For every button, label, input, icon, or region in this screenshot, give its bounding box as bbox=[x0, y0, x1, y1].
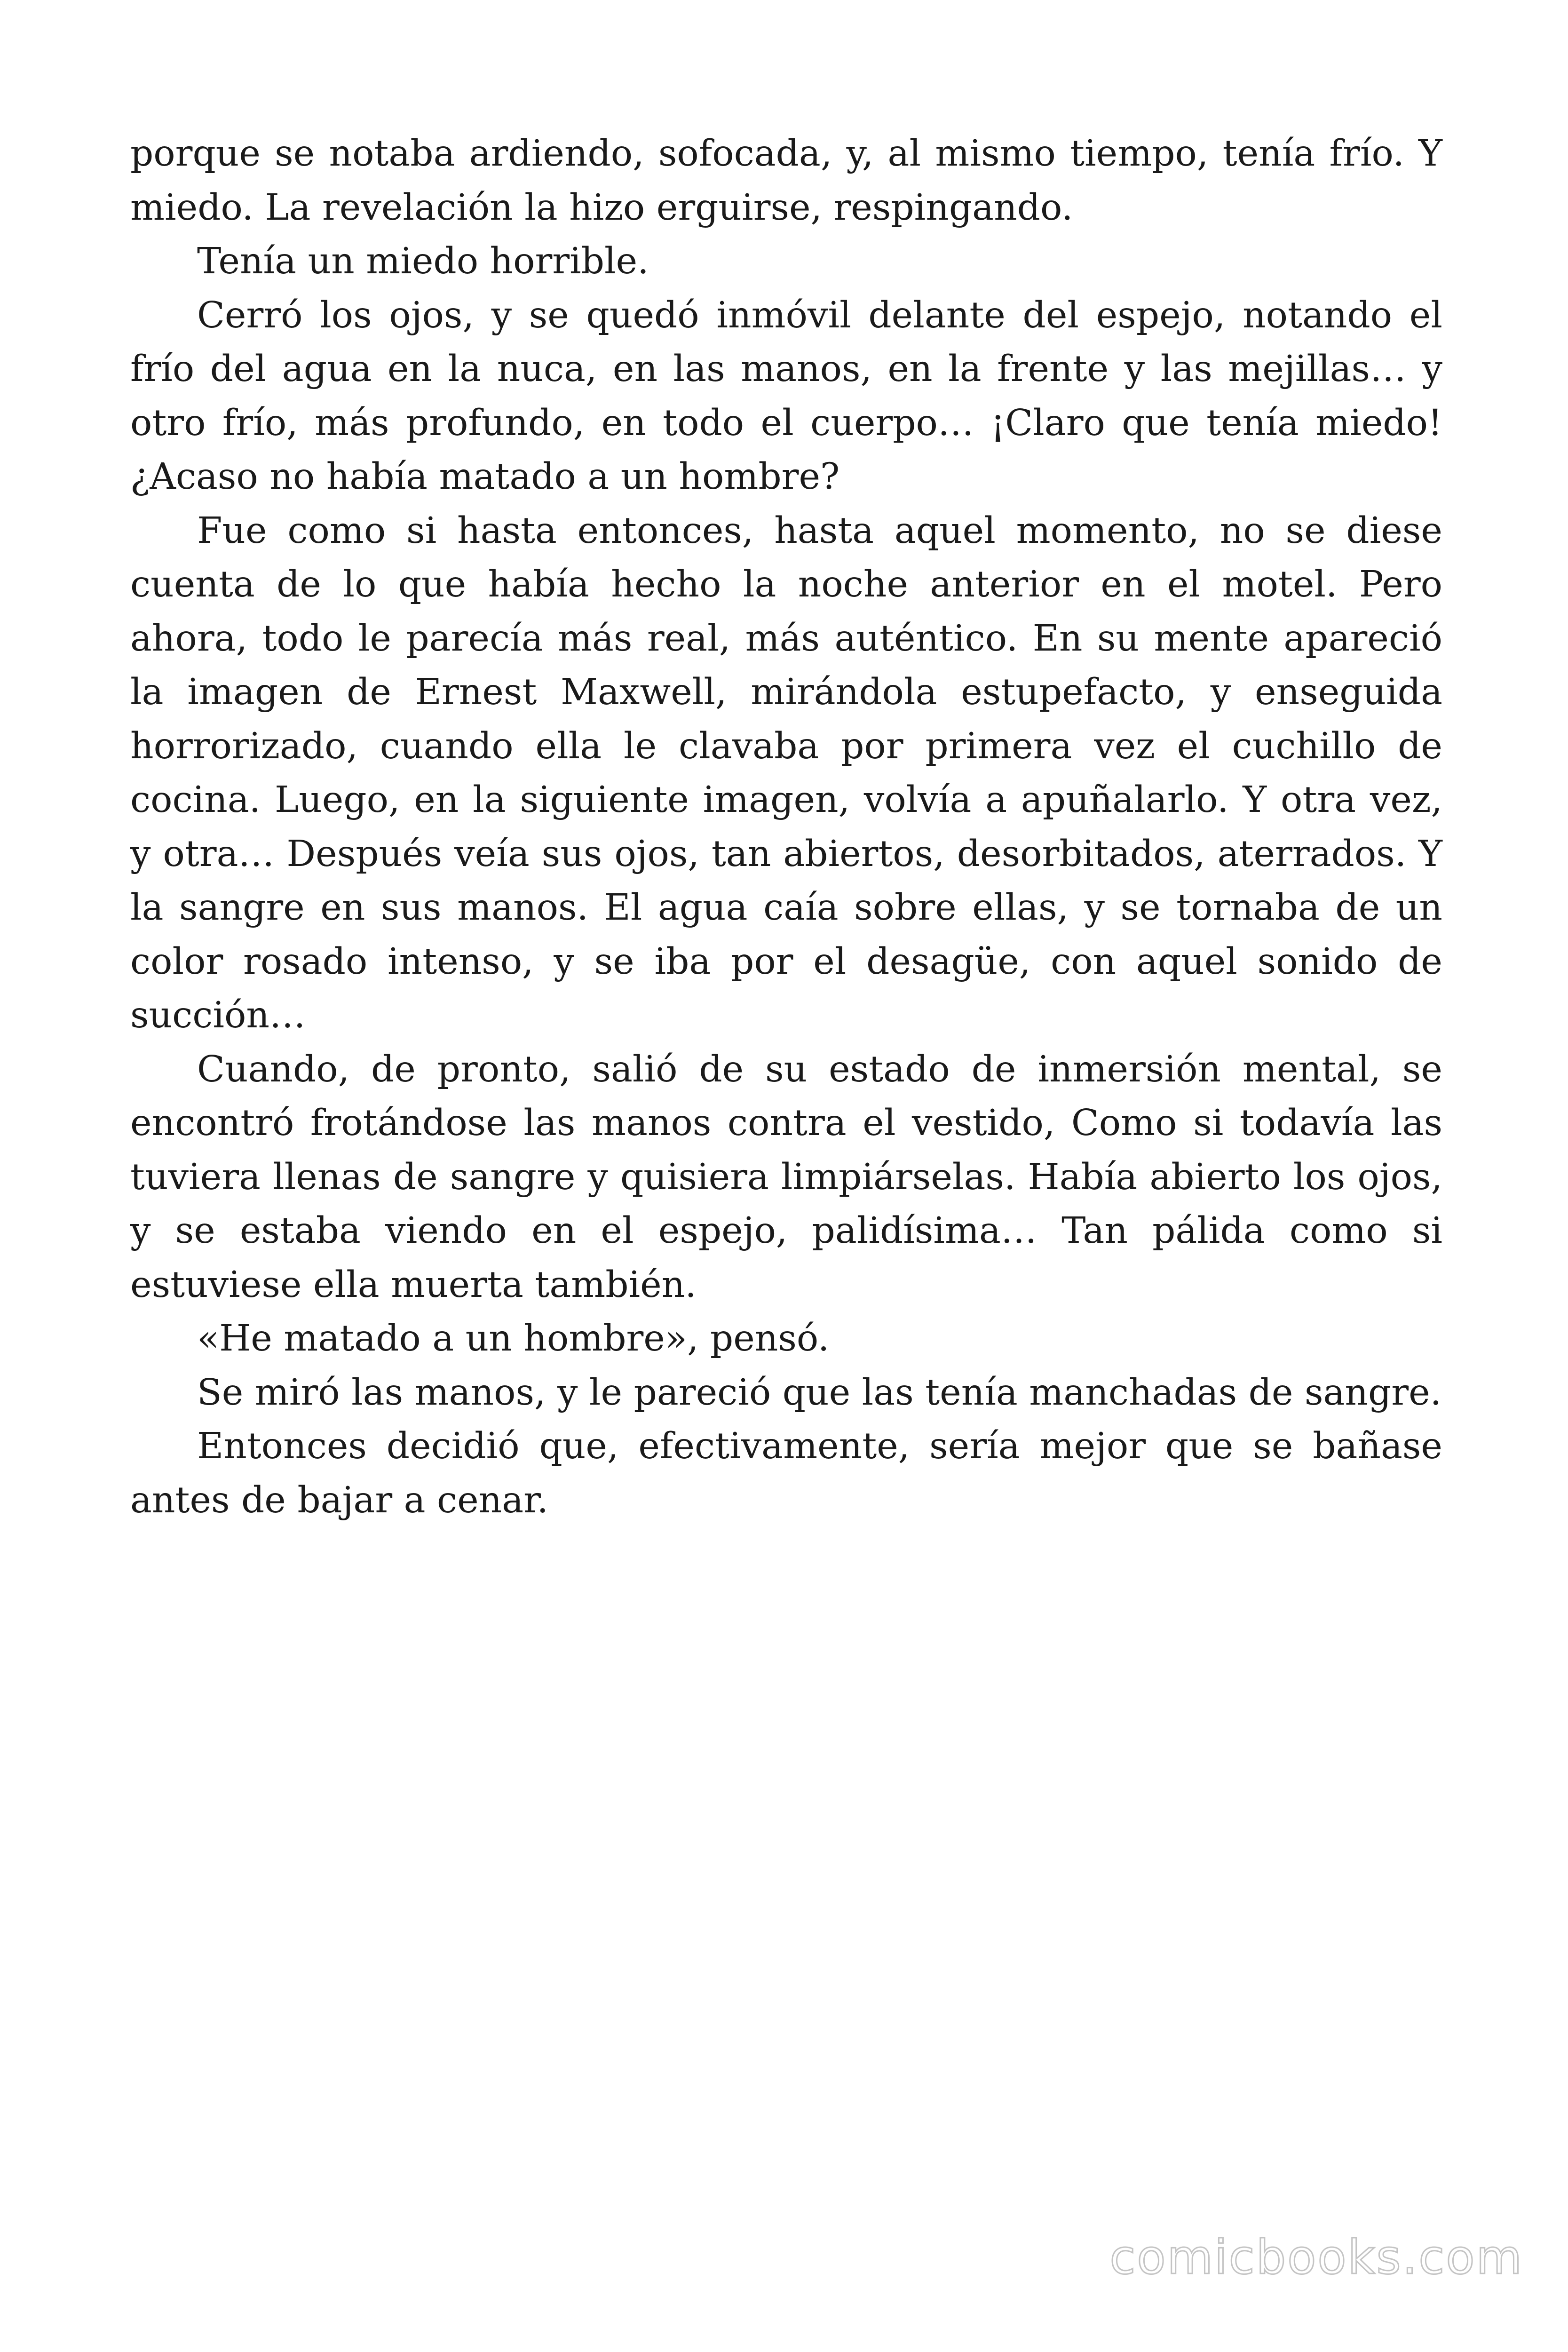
watermark: comicbooks.com bbox=[1109, 2230, 1523, 2285]
body-text bbox=[130, 127, 1442, 1527]
paragraph: Tenía un miedo horrible. bbox=[197, 240, 649, 282]
paragraph: Fue como si hasta entonces, hasta aquel momento, no se diese cuenta de lo que había hecho la noche anterior en el motel. Pero ahora, todo le parecía más real, más auténtico. En su mente apareció la imagen de Ernest Maxwell, mirándola estupefacto, y enseguida horrorizado, cuando ella le clavaba por primera vez el cuchillo de cocina. Luego, en la siguiente imagen, volvía a apuñalarlo. Y otra vez, y otra… Después veía sus ojos, tan abiertos, desorbitados, aterrados. Y la sangre en sus manos. El agua caía sobre ellas, y se tornaba de un color rosado intenso, y se iba por el desagüe, con aquel sonido de succión… bbox=[130, 509, 1442, 1036]
paragraph: Cerró los ojos, y se quedó inmóvil delante del espejo, notando el frío del agua en la nuca, en las manos, en la frente y las mejillas… y otro frío, más profundo, en todo el cuerpo… ¡Claro que tenía miedo! ¿Acaso no había matado a un hombre? bbox=[130, 294, 1442, 498]
paragraph: Cuando, de pronto, salió de su estado de inmersión mental, se encontró frotándose las manos contra el vestido, Como si todavía las tuviera llenas de sangre y quisiera limpiárselas. Había abierto los ojos, y se estaba viendo en el espejo, palidísima… Tan pálida como si estuviese ella muerta también. bbox=[130, 1048, 1442, 1306]
paragraph-continuation: porque se notaba ardiendo, sofocada, y, al mismo tiempo, tenía frío. Y miedo. La revelación la hizo erguirse, respingando. bbox=[130, 133, 1442, 229]
paragraph: Se miró las manos, y le pareció que las tenía manchadas de sangre. bbox=[197, 1371, 1442, 1414]
paragraph: «He matado a un hombre», pensó. bbox=[197, 1318, 830, 1359]
paragraph: Entonces decidió que, efectivamente, sería mejor que se bañase antes de bajar a cenar. bbox=[130, 1425, 1442, 1521]
